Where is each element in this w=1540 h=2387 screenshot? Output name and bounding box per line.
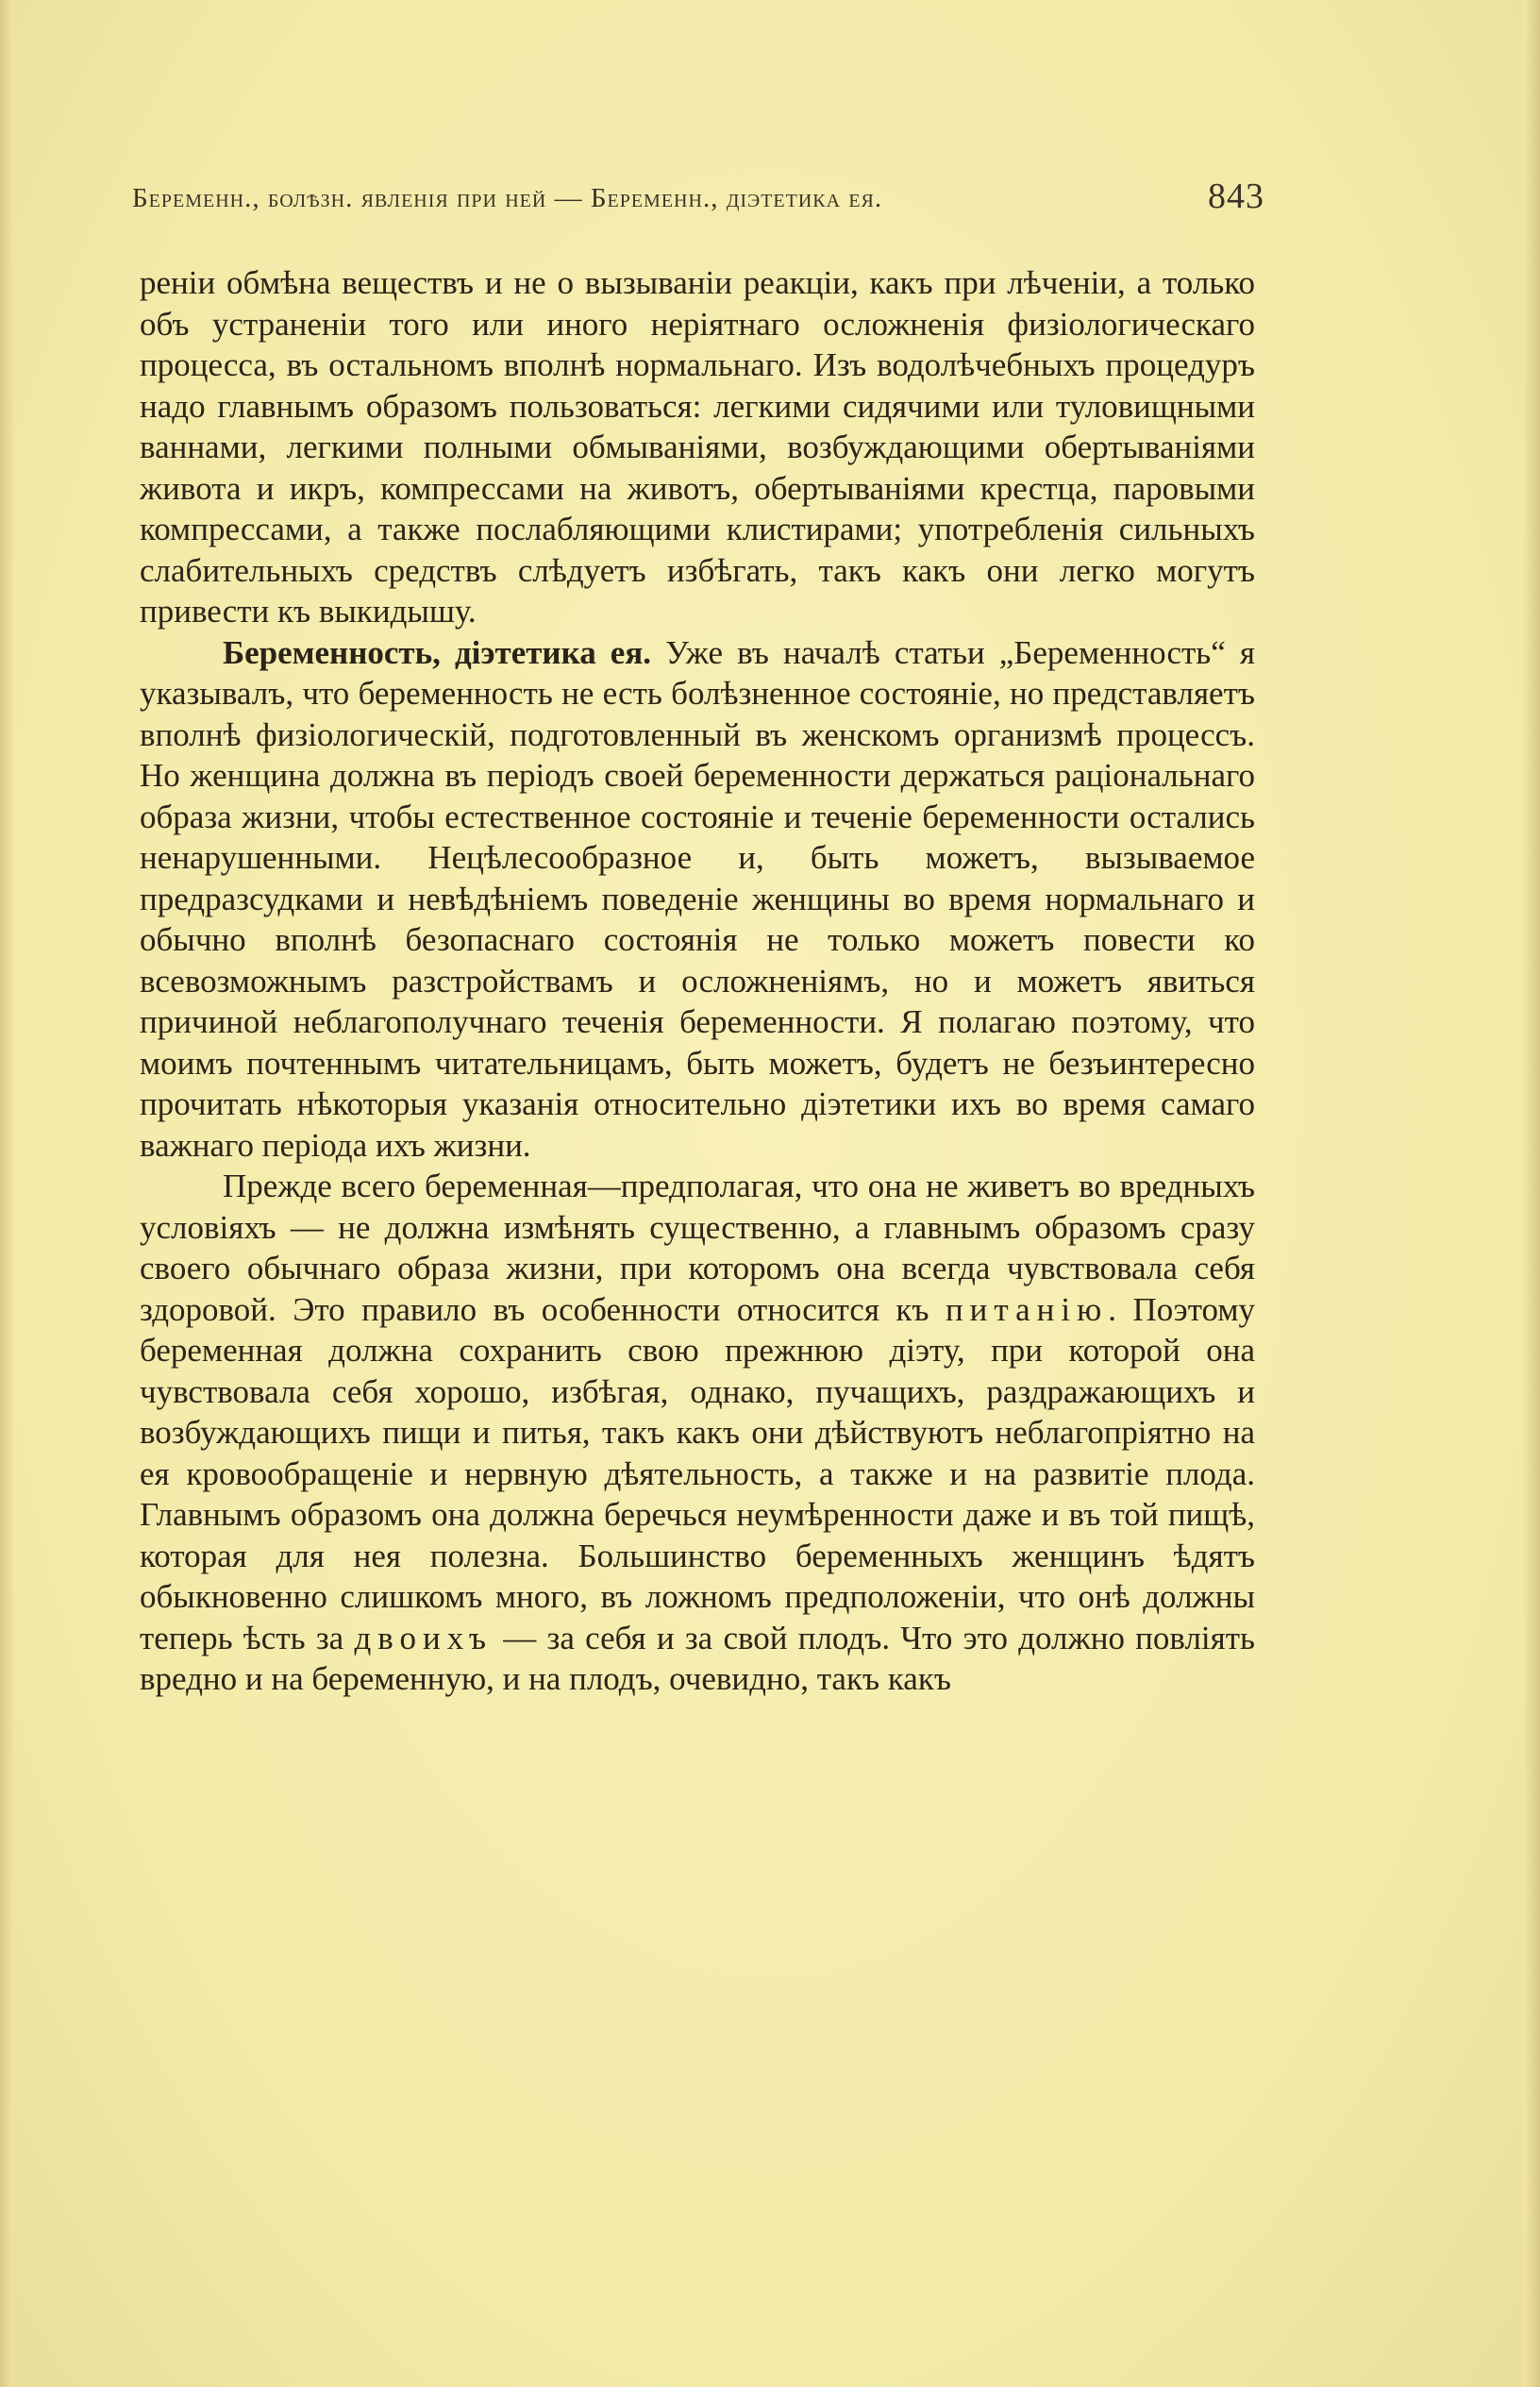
page-number: 843 — [1208, 177, 1264, 216]
paragraph-1-text: реніи обмѣна веществъ и не о вызываніи реакціи, какъ при лѣченіи, а только объ устраненіи того или иного неріятнаго осложненія физіологическаго процесса, въ остальномъ вполнѣ нормальнаго. Изъ водолѣчебныхъ процедуръ надо главнымъ образомъ пользоваться: легкими сидячими или туловищными ваннами, легкими полными обмываніями, возбуждающими обертываніями живота и икръ, компрессами на животъ, обертываніями крестца, паровыми компрессами, а также послабляющими клистирами; употребленія сильныхъ слабительныхъ средствъ слѣдуетъ избѣгать, такъ какъ они легко могутъ привести къ выкидышу. — [140, 264, 1255, 630]
paragraph-3 — [140, 1166, 1255, 1700]
body-text — [140, 262, 1255, 1700]
paragraph-2-text: Уже въ началѣ статьи „Беременность“ я указывалъ, что беременность не есть болѣзненное состояніе, но представляетъ вполнѣ физіологическій, подготовленный въ женскомъ организмѣ процессъ. Но женщина должна въ періодъ своей беременности держаться раціональнаго образа жизни, чтобы естественное состояніе и теченіе беременности остались ненарушенными. Нецѣлесообразное и, быть можетъ, вызываемое предразсудками и невѣдѣніемъ поведеніе женщины во время нормальнаго и обычно вполнѣ безопаснаго состоянія не только можетъ повести ко всевозможнымъ разстройствамъ и осложненіямъ, но и можетъ явиться причиной неблагополучнаго теченія беременности. Я полагаю поэтому, что моимъ почтеннымъ читательницамъ, быть можетъ, будетъ не безъинтересно прочитать нѣкоторыя указанія относительно діэтетики ихъ во время самаго важнаго періода ихъ жизни. — [140, 633, 1255, 1164]
paragraph-1 — [140, 262, 1255, 632]
paragraph-2 — [140, 632, 1255, 1167]
paragraph-3-text-a: Прежде всего беременная—предполагая, что она не живетъ во вредныхъ условіяхъ — не должна измѣнять существенно, а главнымъ образомъ сразу своего обычнаго образа жизни, при которомъ она всегда чувствовала себя здоровой. Это правило въ особенности относится къ — [140, 1168, 1255, 1328]
paragraph-3-text-b: . Поэтому беременная должна сохранить свою прежнюю діэту, при которой она чувствовала себя хорошо, избѣгая, однако, пучащихъ, раздражающихъ и возбуждающихъ пищи и питья, такъ какъ они дѣйствуютъ неблагопріятно на ея кровообращеніе и нервную дѣятельность, а также и на развитіе плода. Главнымъ образомъ она должна беречься неумѣренности даже и въ той пищѣ, которая для нея полезна. Большинство беременныхъ женщинъ ѣдятъ обыкновенно слишкомъ много, въ ложномъ предположеніи, что онѣ должны теперь ѣсть за — [140, 1290, 1256, 1656]
running-header — [132, 176, 1264, 223]
running-header-title: Беременн., болѣзн. явленія при ней — Беременн., діэтетика ея. — [132, 183, 883, 213]
section-heading: Беременность, діэтетика ея. — [223, 633, 652, 671]
emphasis-dvoikh: двоихъ — [354, 1619, 494, 1656]
paragraph-3-text-c: — за себя и за свой плодъ. Что это должно повліять вредно и на беременную, и на плодъ, очевидно, такъ какъ — [140, 1619, 1256, 1697]
page-left-edge — [0, 0, 13, 2387]
page-right-edge — [1523, 0, 1540, 2387]
emphasis-pitaniyu: питанію — [945, 1290, 1109, 1328]
